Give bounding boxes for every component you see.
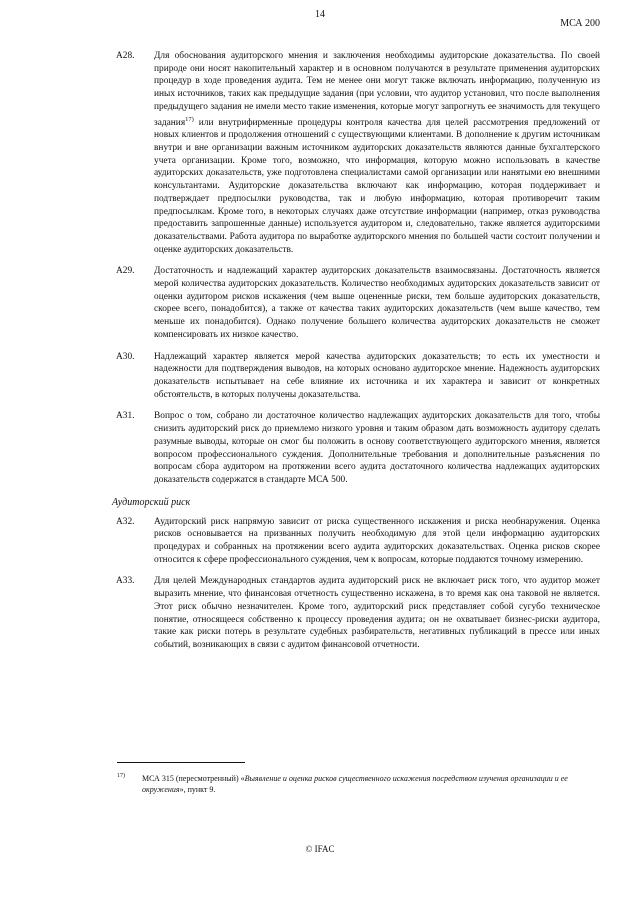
paragraph-number: A32. xyxy=(116,516,135,527)
footnote-reference[interactable]: 17) xyxy=(185,115,194,123)
footnote-text-part: МСА 315 (пересмотренный) « xyxy=(142,774,245,783)
paragraph-number: A30. xyxy=(116,351,135,362)
page-number: 14 xyxy=(315,9,325,20)
paragraph-a29 xyxy=(112,265,600,341)
paragraph-text: Для целей Международных стандартов аудита аудиторский риск не включает риск того, что аудитор может выразить мнение, что финансовая отчетность существенно искажена, в то время как она таковой не является. Этот риск обычно незначителен. Кроме того, аудиторский риск представляет собой сугубо техническое понятие, относящееся собственно к процессу проведения аудита; он не охватывает бизнес-риски аудитора, такие как риски потерь в результате судебных разбирательств, негативных публикаций в прессе или иных событий, возникающих в связи с аудитом финансовой отчетности. xyxy=(154,576,600,650)
document-code: МСА 200 xyxy=(560,18,600,29)
footnote xyxy=(112,773,602,795)
paragraph-text-part: или внутрифирменные процедуры контроля качества для целей рассмотрения предложений от новых клиентов и продолжения отношений с существующими клиентами. В дополнение к другим источникам внутри и вне организации важным источником аудиторских доказательств являются данные бухгалтерского учета организации. Кроме того, возможно, что информация, которую можно использовать в качестве аудиторских доказательств, уже подготовлена специалистами самой организации или нанятыми ею внешними консультантами. Аудиторские доказательства включают как информацию, которая поддерживает и подтверждает предпосылки руководства, так и любую информацию, которая противоречит таким предпосылкам. Кроме того, в некоторых случаях даже отсутствие информации (например, отказ руководства предоставить запрошенные данные) используется аудитором и, следовательно, также является аудиторскими доказательствами. Работа аудитора по выработке аудиторского мнения по большей части состоит получении и оценке аудиторских доказательств. xyxy=(154,117,600,255)
paragraph-a32 xyxy=(112,516,600,567)
paragraph-text-part: Для обоснования аудиторского мнения и заключения необходимы аудиторские доказательства. По своей природе они носят накопительный характер и в основном получаются в результате применения аудиторских процедур в ходе проведения аудита. Тем не менее они могут также включать информацию, полученную из иных источников, таких как предыдущие задания (при условии, что аудитор установил, что после выполнения предыдущего задания не имели место такие изменения, которые могут запрогнуть ее значимость для текущего задания xyxy=(154,51,600,128)
paragraph-text: Вопрос о том, собрано ли достаточное количество надлежащих аудиторских доказательств для того, чтобы снизить аудиторский риск до приемлемо низкого уровня и таким образом дать возможность аудитору сделать разумные выводы, которые он смог бы положить в основу соответствующего аудиторского мнения, является вопросом профессионального суждения. Дополнительные требования и дополнительные разъяснения по вопросам сбора аудитором на протяжении всего аудита достаточного количества надлежащих аудиторских доказательств содержатся в стандарте МСА 500. xyxy=(154,411,600,485)
paragraph-number: A29. xyxy=(116,266,135,277)
paragraph-text: Достаточность и надлежащий характер аудиторских доказательств взаимосвязаны. Достаточность является мерой количества аудиторских доказательств. Количество необходимых аудиторских доказательств зависит от оценки аудитором рисков искажения (чем выше оцененные риски, тем больше аудиторских доказательств, скорее всего, понадобится), а также от качества таких аудиторских доказательств (чем выше качество, тем меньше их понадобится). Однако получение большего количества аудиторских доказательств не сможет компенсировать их низкое качество. xyxy=(154,266,600,340)
footnote-cited-title: Выявление и оценка рисков существенного искажения посредством изучения организации и ее окружения xyxy=(142,774,568,794)
paragraph-text xyxy=(154,50,600,256)
main-content xyxy=(112,50,600,661)
paragraph-a28 xyxy=(112,50,600,256)
paragraph-a30 xyxy=(112,351,600,402)
paragraph-number: A28. xyxy=(116,51,135,61)
footnote-divider xyxy=(117,762,245,763)
footnote-text-part: », пункт 9. xyxy=(179,785,216,794)
paragraph-a33 xyxy=(112,575,600,651)
paragraph-text: Аудиторский риск напрямую зависит от риска существенного искажения и риска необнаружения. Оценка рисков основывается на призванных получить необходимую для этой цели информацию аудиторских процедурах и собранных на протяжении всего аудита аудиторских доказательствах. Оценка рисков скорее относится к сфере профессионального суждения, чем к вопросам, которые поддаются точному измерению. xyxy=(154,516,600,565)
paragraph-number: A31. xyxy=(116,411,135,422)
paragraph-number: A33. xyxy=(116,576,135,587)
copyright-footer: © IFAC xyxy=(305,844,335,854)
paragraph-text: Надлежащий характер является мерой качества аудиторских доказательств; то есть их уместности и надежности для подтверждения выводов, на которых основано аудиторское мнение. Надежность аудиторских доказательств испытывает на себе влияние их источника и их характера и зависит от конкретных обстоятельств, в которых получены доказательства. xyxy=(154,351,600,400)
footnote-mark: 17) xyxy=(117,773,125,779)
section-heading: Аудиторский риск xyxy=(112,496,191,508)
footnote-text xyxy=(112,773,602,795)
paragraph-a31 xyxy=(112,410,600,486)
